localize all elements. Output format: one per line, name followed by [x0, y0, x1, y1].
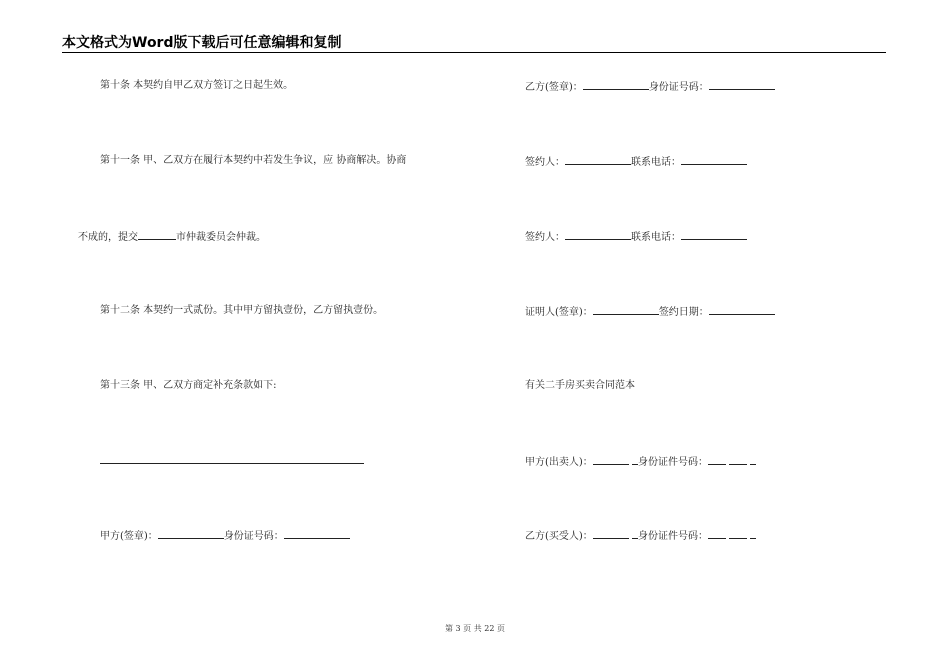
party-a-id-label: 身份证号码：: [223, 531, 284, 542]
signer-blank-1[interactable]: [565, 155, 631, 165]
section-title: [525, 380, 635, 392]
supplementary-terms-blank[interactable]: [100, 463, 364, 464]
party-b-id-label: 身份证号码：: [648, 82, 709, 93]
seller-id-blank-3[interactable]: [750, 455, 756, 465]
seller-id-blank-2[interactable]: [729, 455, 747, 465]
signer-row-1: [525, 155, 747, 169]
signer-label-2: 签约人：: [525, 232, 565, 243]
article-12-text: 第十二条 本契约一式贰份。其中甲方留执壹份，乙方留执壹份。: [100, 305, 384, 316]
signer-label-1: 签约人：: [525, 157, 565, 168]
buyer-id-blank-1[interactable]: [708, 529, 726, 539]
arbitration-city-blank[interactable]: [138, 230, 176, 240]
witness-label: 证明人(签章)：: [525, 307, 593, 318]
sign-date-blank[interactable]: [709, 305, 775, 315]
seller-blank[interactable]: [593, 455, 629, 465]
buyer-id-blank-2[interactable]: [729, 529, 747, 539]
seller-label: 甲方(出卖人)：: [525, 457, 593, 468]
phone-label-1: 联系电话：: [631, 157, 681, 168]
buyer-row: [525, 529, 756, 543]
witness-row: [525, 305, 775, 319]
party-b-signature-row: [525, 80, 775, 94]
party-b-id-blank[interactable]: [709, 80, 775, 90]
buyer-blank[interactable]: [593, 529, 629, 539]
party-b-sign-blank[interactable]: [583, 80, 649, 90]
article-11-text-1: 第十一条 甲、乙双方在履行本契约中若发生争议，应 协商解决。协商: [100, 155, 407, 166]
signer-blank-2[interactable]: [565, 230, 631, 240]
article-11-line2: [78, 230, 266, 244]
seller-id-label: 身份证件号码：: [638, 457, 708, 468]
phone-blank-1[interactable]: [681, 155, 747, 165]
party-b-sign-label: 乙方(签章)：: [525, 82, 583, 93]
phone-label-2: 联系电话：: [631, 232, 681, 243]
page-header-title: 本文格式为Word版下载后可任意编辑和复制: [62, 34, 886, 53]
article-10-text: 第十条 本契约自甲乙双方签订之日起生效。: [100, 80, 294, 91]
article-11-line1: [100, 155, 406, 167]
party-a-sign-blank[interactable]: [158, 529, 224, 539]
article-12: [100, 305, 383, 317]
party-a-sign-label: 甲方(签章)：: [100, 531, 158, 542]
article-13-text: 第十三条 甲、乙双方商定补充条款如下:: [100, 380, 277, 391]
buyer-id-blank-3[interactable]: [750, 529, 756, 539]
article-11-text-2b: 市仲裁委员会仲裁。: [176, 232, 266, 243]
seller-row: [525, 455, 756, 469]
party-a-signature-row: [100, 529, 350, 543]
witness-blank[interactable]: [593, 305, 659, 315]
section-title-text: 有关二手房买卖合同范本: [525, 380, 635, 391]
buyer-id-label: 身份证件号码：: [638, 531, 708, 542]
sign-date-label: 签约日期：: [658, 307, 709, 318]
page-number-footer: 第 3 页 共 22 页: [445, 624, 505, 633]
article-10: [100, 80, 293, 92]
party-a-id-blank[interactable]: [284, 529, 350, 539]
article-13: [100, 380, 277, 392]
seller-id-blank-1[interactable]: [708, 455, 726, 465]
article-11-text-2a: 不成的，提交: [78, 232, 138, 243]
buyer-label: 乙方(买受人)：: [525, 531, 593, 542]
signer-row-2: [525, 230, 747, 244]
phone-blank-2[interactable]: [681, 230, 747, 240]
